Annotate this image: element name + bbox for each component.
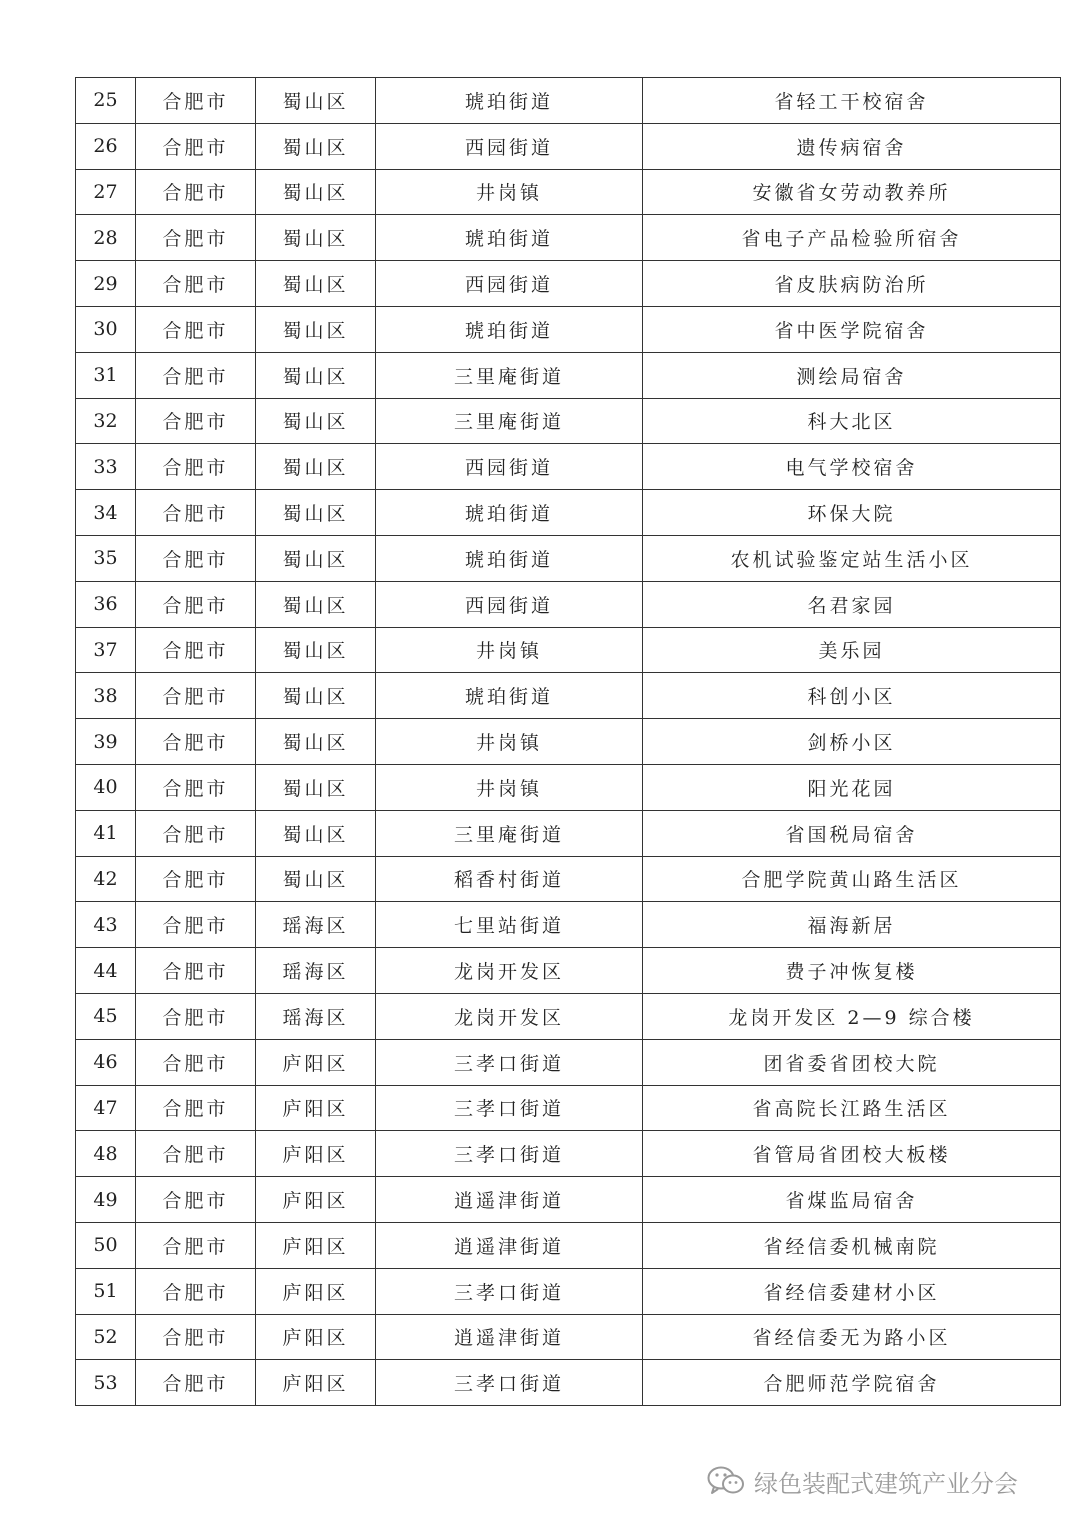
subdistrict-cell: 龙岗开发区 <box>376 993 643 1039</box>
table-row <box>76 306 1061 352</box>
community-name-cell: 科大北区 <box>643 398 1061 444</box>
community-name-cell: 省中医学院宿舍 <box>643 306 1061 352</box>
community-name-cell: 福海新居 <box>643 902 1061 948</box>
city-cell: 合肥市 <box>136 1268 256 1314</box>
subdistrict-cell: 龙岗开发区 <box>376 948 643 994</box>
row-number-cell: 26 <box>76 123 136 169</box>
table-row <box>76 1360 1061 1406</box>
row-number-cell: 53 <box>76 1360 136 1406</box>
community-name-cell: 科创小区 <box>643 673 1061 719</box>
row-number-cell: 29 <box>76 261 136 307</box>
table-row <box>76 215 1061 261</box>
table-row <box>76 627 1061 673</box>
district-cell: 蜀山区 <box>256 719 376 765</box>
subdistrict-cell: 井岗镇 <box>376 719 643 765</box>
row-number-cell: 39 <box>76 719 136 765</box>
row-number-cell: 32 <box>76 398 136 444</box>
city-cell: 合肥市 <box>136 673 256 719</box>
community-name-cell: 省国税局宿舍 <box>643 810 1061 856</box>
community-name-cell: 电气学校宿舍 <box>643 444 1061 490</box>
subdistrict-cell: 井岗镇 <box>376 169 643 215</box>
city-cell: 合肥市 <box>136 902 256 948</box>
table-row <box>76 1039 1061 1085</box>
city-cell: 合肥市 <box>136 1314 256 1360</box>
community-name-cell: 农机试验鉴定站生活小区 <box>643 535 1061 581</box>
community-name-cell: 省皮肤病防治所 <box>643 261 1061 307</box>
row-number-cell: 28 <box>76 215 136 261</box>
city-cell: 合肥市 <box>136 535 256 581</box>
community-name-cell: 省经信委建材小区 <box>643 1268 1061 1314</box>
table-row <box>76 993 1061 1039</box>
district-cell: 庐阳区 <box>256 1131 376 1177</box>
subdistrict-cell: 逍遥津街道 <box>376 1177 643 1223</box>
district-cell: 蜀山区 <box>256 78 376 124</box>
district-cell: 瑶海区 <box>256 902 376 948</box>
district-cell: 蜀山区 <box>256 581 376 627</box>
table-row <box>76 810 1061 856</box>
city-cell: 合肥市 <box>136 398 256 444</box>
city-cell: 合肥市 <box>136 993 256 1039</box>
table-row <box>76 719 1061 765</box>
district-cell: 蜀山区 <box>256 673 376 719</box>
city-cell: 合肥市 <box>136 306 256 352</box>
district-cell: 蜀山区 <box>256 261 376 307</box>
table-row <box>76 535 1061 581</box>
table-row <box>76 1222 1061 1268</box>
community-name-cell: 遗传病宿舍 <box>643 123 1061 169</box>
city-cell: 合肥市 <box>136 490 256 536</box>
table-row <box>76 1314 1061 1360</box>
subdistrict-cell: 琥珀街道 <box>376 490 643 536</box>
row-number-cell: 48 <box>76 1131 136 1177</box>
table-row <box>76 444 1061 490</box>
community-name-cell: 美乐园 <box>643 627 1061 673</box>
community-name-cell: 阳光花园 <box>643 764 1061 810</box>
row-number-cell: 38 <box>76 673 136 719</box>
subdistrict-cell: 逍遥津街道 <box>376 1222 643 1268</box>
district-cell: 蜀山区 <box>256 306 376 352</box>
table-row <box>76 856 1061 902</box>
city-cell: 合肥市 <box>136 1085 256 1131</box>
table-row <box>76 1131 1061 1177</box>
subdistrict-cell: 西园街道 <box>376 261 643 307</box>
city-cell: 合肥市 <box>136 581 256 627</box>
subdistrict-cell: 三孝口街道 <box>376 1268 643 1314</box>
row-number-cell: 41 <box>76 810 136 856</box>
city-cell: 合肥市 <box>136 719 256 765</box>
table-body <box>76 78 1061 1406</box>
community-name-cell: 剑桥小区 <box>643 719 1061 765</box>
district-cell: 庐阳区 <box>256 1222 376 1268</box>
district-cell: 蜀山区 <box>256 444 376 490</box>
subdistrict-cell: 西园街道 <box>376 581 643 627</box>
subdistrict-cell: 西园街道 <box>376 444 643 490</box>
city-cell: 合肥市 <box>136 78 256 124</box>
city-cell: 合肥市 <box>136 948 256 994</box>
city-cell: 合肥市 <box>136 1177 256 1223</box>
community-name-cell: 省高院长江路生活区 <box>643 1085 1061 1131</box>
table-row <box>76 673 1061 719</box>
subdistrict-cell: 三里庵街道 <box>376 398 643 444</box>
subdistrict-cell: 西园街道 <box>376 123 643 169</box>
row-number-cell: 31 <box>76 352 136 398</box>
district-cell: 蜀山区 <box>256 123 376 169</box>
district-cell: 庐阳区 <box>256 1314 376 1360</box>
subdistrict-cell: 琥珀街道 <box>376 673 643 719</box>
city-cell: 合肥市 <box>136 1131 256 1177</box>
watermark-text: 绿色装配式建筑产业分会 <box>754 1469 1018 1498</box>
city-cell: 合肥市 <box>136 261 256 307</box>
table-row <box>76 764 1061 810</box>
district-cell: 庐阳区 <box>256 1360 376 1406</box>
subdistrict-cell: 琥珀街道 <box>376 306 643 352</box>
row-number-cell: 37 <box>76 627 136 673</box>
community-name-cell: 团省委省团校大院 <box>643 1039 1061 1085</box>
city-cell: 合肥市 <box>136 444 256 490</box>
community-name-cell: 环保大院 <box>643 490 1061 536</box>
community-name-cell: 安徽省女劳动教养所 <box>643 169 1061 215</box>
community-name-cell: 合肥师范学院宿舍 <box>643 1360 1061 1406</box>
subdistrict-cell: 三里庵街道 <box>376 810 643 856</box>
district-cell: 庐阳区 <box>256 1268 376 1314</box>
row-number-cell: 36 <box>76 581 136 627</box>
district-cell: 瑶海区 <box>256 948 376 994</box>
community-name-cell: 省电子产品检验所宿舍 <box>643 215 1061 261</box>
district-cell: 蜀山区 <box>256 856 376 902</box>
row-number-cell: 49 <box>76 1177 136 1223</box>
subdistrict-cell: 逍遥津街道 <box>376 1314 643 1360</box>
row-number-cell: 46 <box>76 1039 136 1085</box>
subdistrict-cell: 井岗镇 <box>376 627 643 673</box>
community-name-cell: 合肥学院黄山路生活区 <box>643 856 1061 902</box>
community-name-cell: 省经信委无为路小区 <box>643 1314 1061 1360</box>
table-row <box>76 398 1061 444</box>
community-name-cell: 名君家园 <box>643 581 1061 627</box>
city-cell: 合肥市 <box>136 123 256 169</box>
community-name-cell: 费子冲恢复楼 <box>643 948 1061 994</box>
city-cell: 合肥市 <box>136 1360 256 1406</box>
row-number-cell: 35 <box>76 535 136 581</box>
subdistrict-cell: 井岗镇 <box>376 764 643 810</box>
district-cell: 蜀山区 <box>256 398 376 444</box>
subdistrict-cell: 三孝口街道 <box>376 1085 643 1131</box>
row-number-cell: 33 <box>76 444 136 490</box>
city-cell: 合肥市 <box>136 352 256 398</box>
row-number-cell: 25 <box>76 78 136 124</box>
city-cell: 合肥市 <box>136 169 256 215</box>
city-cell: 合肥市 <box>136 764 256 810</box>
table-row <box>76 1268 1061 1314</box>
subdistrict-cell: 三孝口街道 <box>376 1039 643 1085</box>
table-row <box>76 1085 1061 1131</box>
subdistrict-cell: 琥珀街道 <box>376 535 643 581</box>
row-number-cell: 42 <box>76 856 136 902</box>
row-number-cell: 44 <box>76 948 136 994</box>
district-cell: 蜀山区 <box>256 215 376 261</box>
wechat-icon <box>706 1464 746 1498</box>
subdistrict-cell: 三里庵街道 <box>376 352 643 398</box>
table-row <box>76 1177 1061 1223</box>
row-number-cell: 51 <box>76 1268 136 1314</box>
district-cell: 庐阳区 <box>256 1085 376 1131</box>
community-name-cell: 省经信委机械南院 <box>643 1222 1061 1268</box>
community-name-cell: 省轻工干校宿舍 <box>643 78 1061 124</box>
row-number-cell: 47 <box>76 1085 136 1131</box>
district-cell: 蜀山区 <box>256 490 376 536</box>
subdistrict-cell: 稻香村街道 <box>376 856 643 902</box>
district-cell: 蜀山区 <box>256 169 376 215</box>
table-row <box>76 261 1061 307</box>
row-number-cell: 30 <box>76 306 136 352</box>
city-cell: 合肥市 <box>136 1222 256 1268</box>
table-row <box>76 490 1061 536</box>
table-row <box>76 123 1061 169</box>
row-number-cell: 40 <box>76 764 136 810</box>
city-cell: 合肥市 <box>136 215 256 261</box>
district-cell: 庐阳区 <box>256 1039 376 1085</box>
table-row <box>76 581 1061 627</box>
community-name-cell: 龙岗开发区 2—9 综合楼 <box>643 993 1061 1039</box>
table-row <box>76 948 1061 994</box>
district-cell: 蜀山区 <box>256 810 376 856</box>
row-number-cell: 45 <box>76 993 136 1039</box>
community-table <box>75 77 1061 1406</box>
subdistrict-cell: 三孝口街道 <box>376 1131 643 1177</box>
table-row <box>76 352 1061 398</box>
row-number-cell: 34 <box>76 490 136 536</box>
subdistrict-cell: 七里站街道 <box>376 902 643 948</box>
subdistrict-cell: 琥珀街道 <box>376 78 643 124</box>
row-number-cell: 27 <box>76 169 136 215</box>
community-name-cell: 省管局省团校大板楼 <box>643 1131 1061 1177</box>
row-number-cell: 50 <box>76 1222 136 1268</box>
table-row <box>76 902 1061 948</box>
table-row <box>76 78 1061 124</box>
community-name-cell: 省煤监局宿舍 <box>643 1177 1061 1223</box>
subdistrict-cell: 三孝口街道 <box>376 1360 643 1406</box>
district-cell: 庐阳区 <box>256 1177 376 1223</box>
row-number-cell: 52 <box>76 1314 136 1360</box>
city-cell: 合肥市 <box>136 810 256 856</box>
district-cell: 蜀山区 <box>256 627 376 673</box>
row-number-cell: 43 <box>76 902 136 948</box>
city-cell: 合肥市 <box>136 627 256 673</box>
community-name-cell: 测绘局宿舍 <box>643 352 1061 398</box>
city-cell: 合肥市 <box>136 1039 256 1085</box>
city-cell: 合肥市 <box>136 856 256 902</box>
table-row <box>76 169 1061 215</box>
watermark <box>706 1461 1018 1501</box>
district-cell: 蜀山区 <box>256 535 376 581</box>
district-cell: 蜀山区 <box>256 764 376 810</box>
district-cell: 蜀山区 <box>256 352 376 398</box>
district-cell: 瑶海区 <box>256 993 376 1039</box>
community-table-container <box>75 77 1060 1406</box>
subdistrict-cell: 琥珀街道 <box>376 215 643 261</box>
